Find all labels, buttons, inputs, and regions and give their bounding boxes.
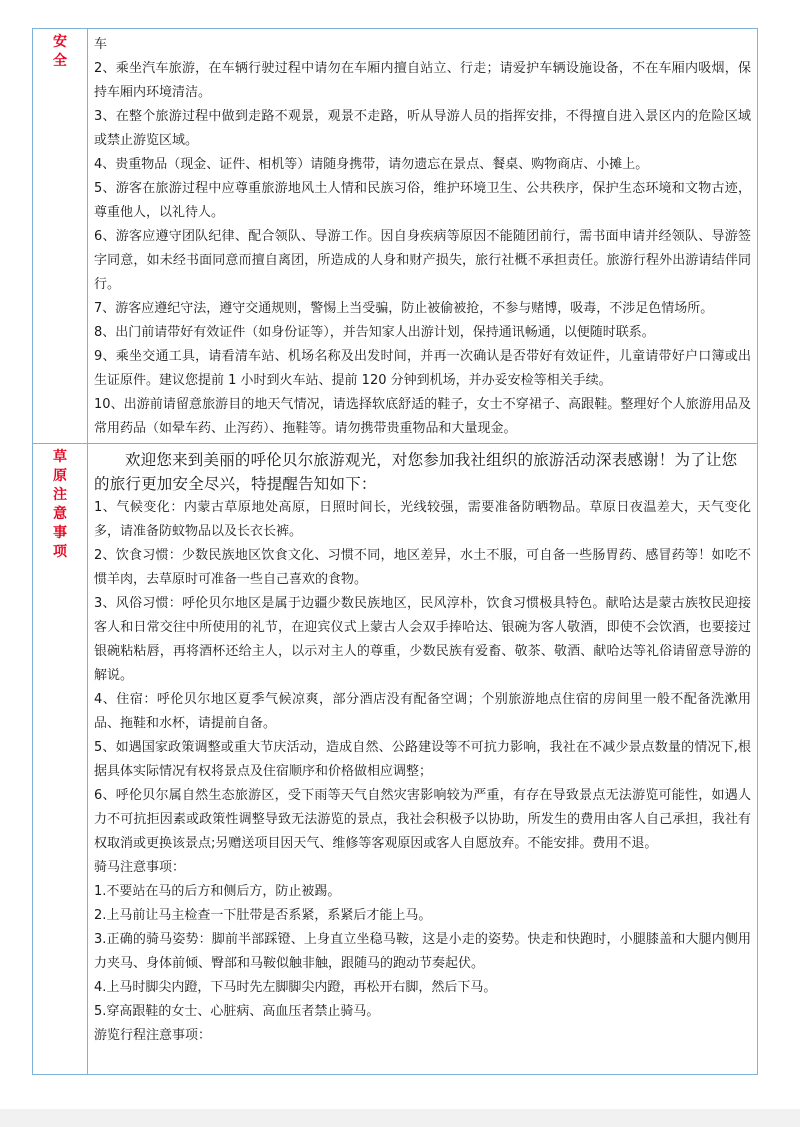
grassland-section-row xyxy=(33,444,758,1075)
safety-label-cell xyxy=(33,29,88,444)
page-bottom-strip xyxy=(0,1109,800,1127)
riding-item: 2.上马前让马主检查一下肚带是否系紧，系紧后才能上马。 xyxy=(94,908,432,923)
grassland-paragraph: 4、住宿：呼伦贝尔地区夏季气候凉爽，部分酒店没有配备空调；个别旅游地点住宿的房间里一般不配备洗漱用品、拖鞋和水杯，请提前自备。 xyxy=(94,692,751,731)
notice-table xyxy=(32,28,758,1075)
safety-content-cell xyxy=(88,29,758,444)
safety-paragraph: 5、游客在旅游过程中应尊重旅游地风土人情和民族习俗，维护环境卫生、公共秩序，保护生态环境和文物古迹，尊重他人，以礼待人。 xyxy=(94,181,751,220)
safety-paragraph: 8、出门前请带好有效证件（如身份证等），并告知家人出游计划，保持通讯畅通，以便随时联系。 xyxy=(94,325,655,340)
grassland-section-label: 草原注意事项 xyxy=(53,449,67,560)
riding-heading: 骑马注意事项： xyxy=(94,860,186,875)
grassland-label-cell xyxy=(33,444,88,1075)
safety-paragraph: 9、乘坐交通工具，请看清车站、机场名称及出发时间，并再一次确认是否带好有效证件，儿童请带好户口簿或出生证原件。建议您提前 1 小时到火车站、提前 120 分钟到机场，并办妥安检等相关手续。 xyxy=(94,349,751,388)
safety-paragraph: 10、出游前请留意旅游目的地天气情况，请选择软底舒适的鞋子，女士不穿裙子、高跟鞋。整理好个人旅游用品及常用药品（如晕车药、止泻药）、拖鞋等。请勿携带贵重物品和大量现金。 xyxy=(94,397,751,436)
grassland-intro: 欢迎您来到美丽的呼伦贝尔旅游观光，对您参加我社组织的旅游活动深表感谢！为了让您的旅行更加安全尽兴，特提醒告知如下： xyxy=(94,451,738,493)
safety-paragraph: 3、在整个旅游过程中做到走路不观景，观景不走路，听从导游人员的指挥安排，不得擅自进入景区内的危险区域或禁止游览区域。 xyxy=(94,109,751,148)
safety-section-label: 安全 xyxy=(53,34,67,69)
riding-item: 1.不要站在马的后方和侧后方，防止被踢。 xyxy=(94,884,341,899)
riding-item: 3.正确的骑马姿势：脚前半部踩镫、上身直立坐稳马鞍，这是小走的姿势。快走和快跑时，小腿膝盖和大腿内侧用力夹马、身体前倾、臀部和马鞍似触非触，跟随马的跑动节奏起伏。 xyxy=(94,932,751,971)
grassland-paragraph: 1、气候变化：内蒙古草原地处高原，日照时间长，光线较强，需要准备防晒物品。草原日夜温差大，天气变化多，请准备防蚊物品以及长衣长裤。 xyxy=(94,500,751,539)
riding-item: 4.上马时脚尖内蹬，下马时先左脚脚尖内蹬，再松开右脚，然后下马。 xyxy=(94,980,497,995)
safety-section-row xyxy=(33,29,758,444)
safety-paragraph: 4、贵重物品（现金、证件、相机等）请随身携带，请勿遗忘在景点、餐桌、购物商店、小摊上。 xyxy=(94,157,649,172)
safety-paragraph: 车 xyxy=(94,37,108,52)
grassland-paragraph: 2、饮食习惯：少数民族地区饮食文化、习惯不同，地区差异，水土不服，可自备一些肠胃药、感冒药等！如吃不惯羊肉，去草原时可准备一些自己喜欢的食物。 xyxy=(94,548,751,587)
grassland-paragraph: 5、如遇国家政策调整或重大节庆活动，造成自然、公路建设等不可抗力影响，我社在不减少景点数量的情况下,根据具体实际情况有权将景点及住宿顺序和价格做相应调整； xyxy=(94,740,751,779)
safety-paragraph: 7、游客应遵纪守法，遵守交通规则，警惕上当受骗，防止被偷被抢，不参与赌博，吸毒，不涉足色情场所。 xyxy=(94,301,714,316)
grassland-paragraph: 3、风俗习惯：呼伦贝尔地区是属于边疆少数民族地区，民风淳朴，饮食习惯极具特色。献哈达是蒙古族牧民迎接客人和日常交往中所使用的礼节，在迎宾仪式上蒙古人会双手捧哈达、银碗为客人敬酒，即使不会饮酒，也要接过银碗粘粘唇，再将酒杯还给主人，以示对主人的尊重，少数民族有爱畜、敬茶、敬酒、献哈达等礼俗请留意导游的解说。 xyxy=(94,596,751,683)
safety-paragraph: 6、游客应遵守团队纪律、配合领队、导游工作。因自身疾病等原因不能随团前行，需书面申请并经领队、导游签字同意，如未经书面同意而擅自离团，所造成的人身和财产损失，旅行社概不承担责任。旅游行程外出游请结伴同行。 xyxy=(94,229,751,292)
itinerary-heading: 游览行程注意事项： xyxy=(94,1028,212,1043)
grassland-content-cell xyxy=(88,444,758,1075)
riding-item: 5.穿高跟鞋的女士、心脏病、高血压者禁止骑马。 xyxy=(94,1004,380,1019)
grassland-paragraph: 6、呼伦贝尔属自然生态旅游区，受下雨等天气自然灾害影响较为严重，有存在导致景点无法游览可能性，如遇人力不可抗拒因素或政策性调整导致无法游览的景点，我社会积极予以协助，所发生的费用由客人自己承担，我社有权取消或更换该景点;另赠送项目因天气、维修等客观原因或客人自愿放弃。不能安排。费用不退。 xyxy=(94,788,751,851)
safety-paragraph: 2、乘坐汽车旅游，在车辆行驶过程中请勿在车厢内擅自站立、行走；请爱护车辆设施设备，不在车厢内吸烟，保持车厢内环境清洁。 xyxy=(94,61,751,100)
